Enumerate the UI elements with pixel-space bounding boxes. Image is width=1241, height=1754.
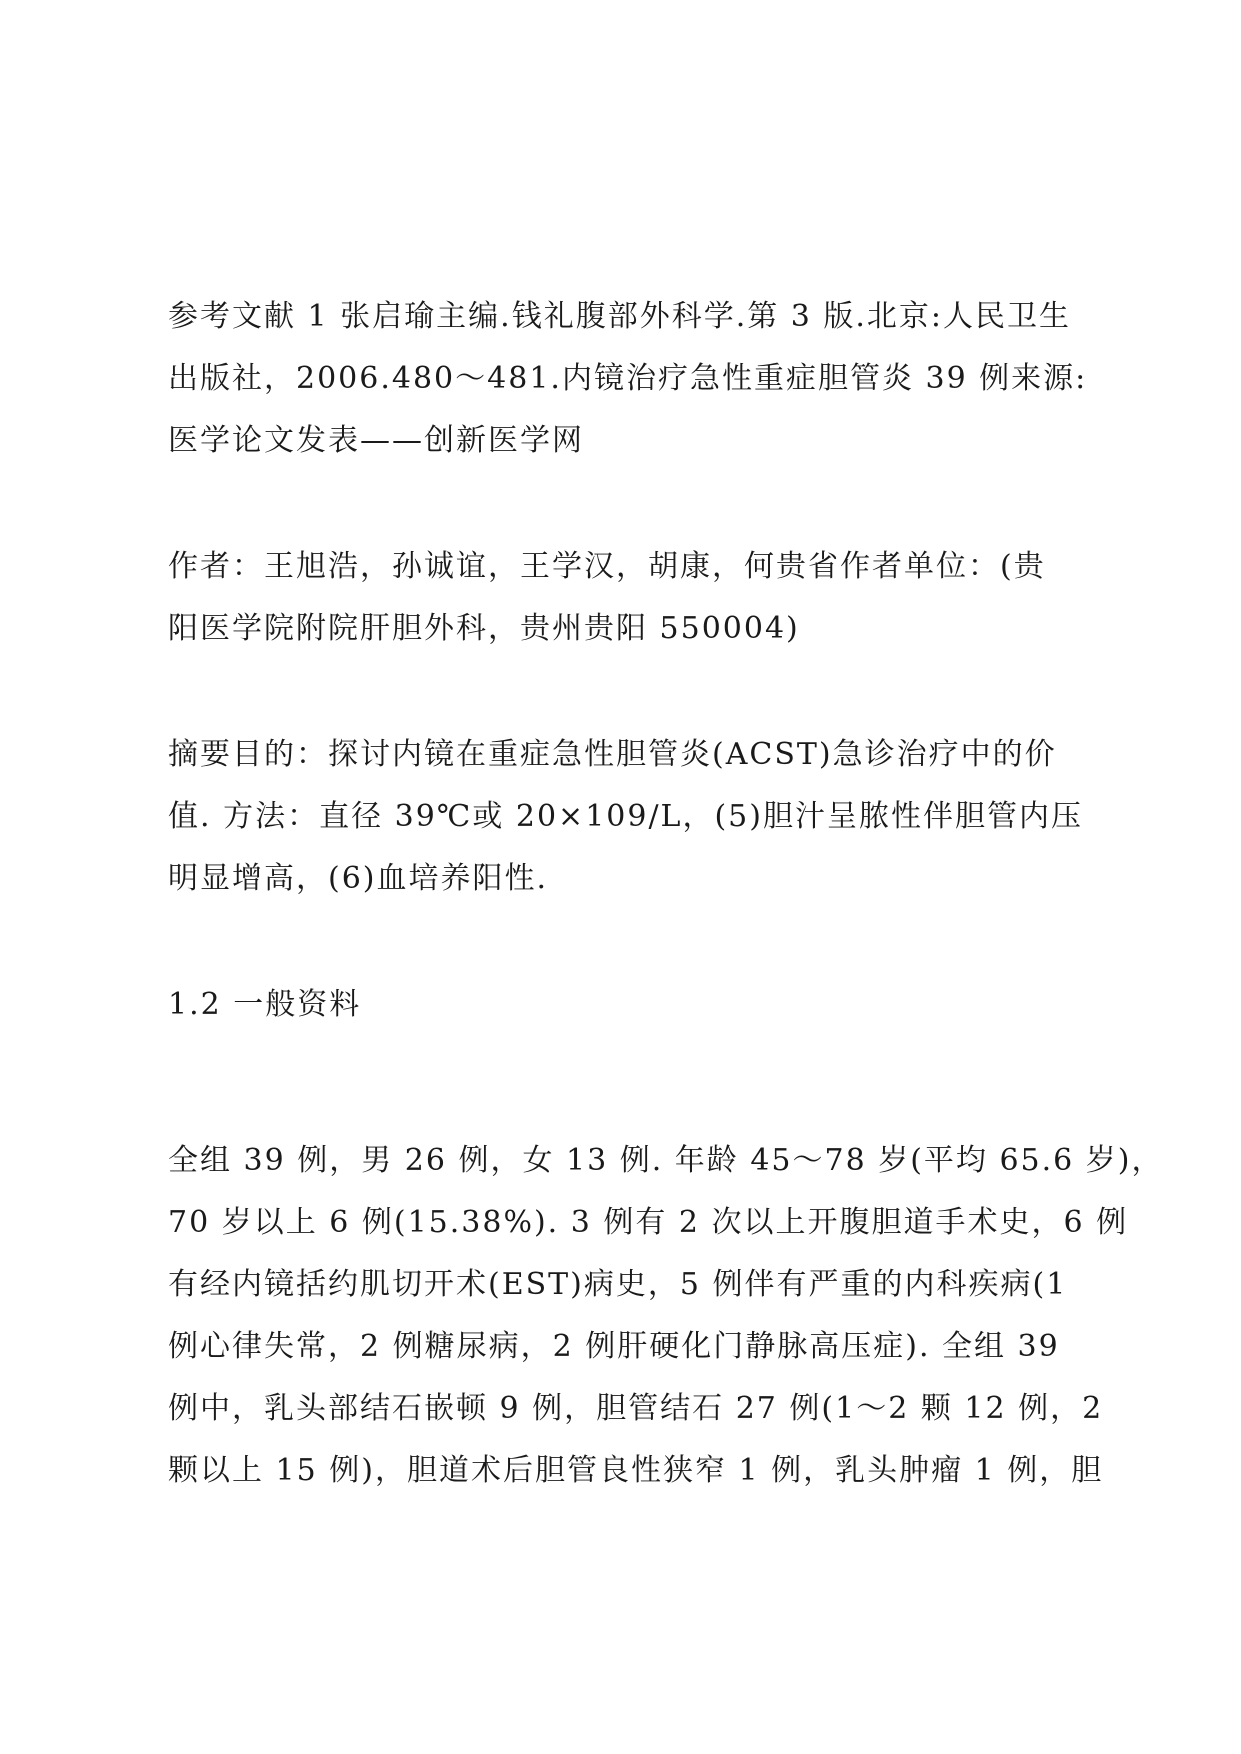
text-line: 例中，乳头部结石嵌顿 9 例，胆管结石 27 例(1～2 颗 12 例，2 — [168, 1391, 1104, 1426]
text-line: 参考文献 1 张启瑜主编.钱礼腹部外科学.第 3 版.北京:人民卫生 — [168, 299, 1072, 334]
text-line: 值. 方法：直径 39℃或 20×109/L，(5)胆汁呈脓性伴胆管内压 — [168, 799, 1083, 834]
text-line: 70 岁以上 6 例(15.38%). 3 例有 2 次以上开腹胆道手术史，6 例 — [168, 1205, 1129, 1240]
authors-paragraph — [168, 536, 1098, 660]
text-line: 出版社，2006.480～481.内镜治疗急性重症胆管炎 39 例来源: — [168, 361, 1088, 396]
abstract-paragraph — [168, 724, 1098, 910]
text-line: 全组 39 例，男 26 例，女 13 例. 年龄 45～78 岁(平均 65.6 岁)， — [168, 1143, 1164, 1178]
text-line: 医学论文发表——创新医学网 — [168, 423, 584, 458]
references-paragraph — [168, 286, 1098, 472]
text-line: 阳医学院附院肝胆外科，贵州贵阳 550004) — [168, 611, 800, 646]
section-heading — [168, 974, 1098, 1036]
text-line: 颗以上 15 例)，胆道术后胆管良性狭窄 1 例，乳头肿瘤 1 例，胆 — [168, 1453, 1104, 1488]
text-line: 摘要目的：探讨内镜在重症急性胆管炎(ACST)急诊治疗中的价 — [168, 737, 1057, 772]
text-line: 作者：王旭浩，孙诚谊，王学汉，胡康，何贵省作者单位：(贵 — [168, 549, 1046, 584]
text-line: 例心律失常，2 例糖尿病，2 例肝硬化门静脉高压症). 全组 39 — [168, 1329, 1060, 1364]
text-line: 明显增高，(6)血培养阳性. — [168, 861, 549, 896]
heading-text: 1.2 一般资料 — [168, 987, 362, 1022]
body-paragraph — [168, 1130, 1164, 1502]
text-line: 有经内镜括约肌切开术(EST)病史，5 例伴有严重的内科疾病(1 — [168, 1267, 1068, 1302]
